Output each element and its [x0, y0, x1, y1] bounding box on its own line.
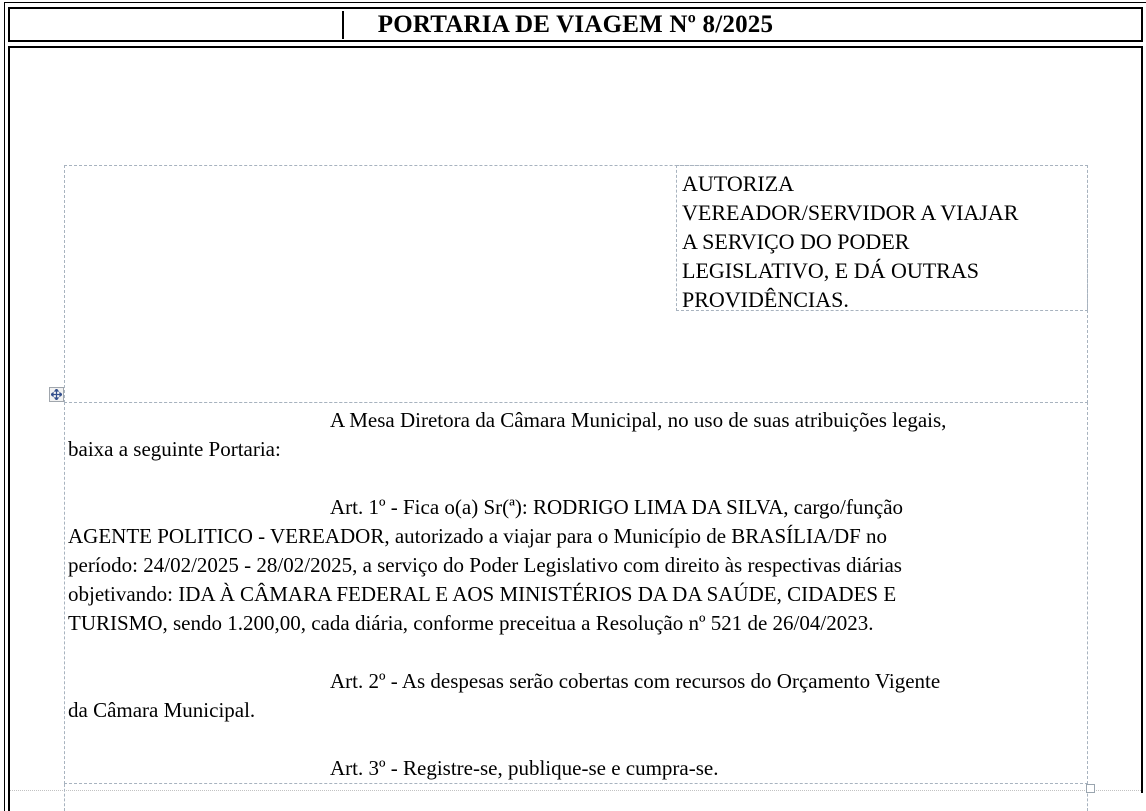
table-move-handle[interactable] [49, 387, 64, 402]
body-text-line: A Mesa Diretora da Câmara Municipal, no uso de suas atribuições legais, [330, 408, 947, 432]
caret-icon [342, 11, 344, 39]
body-text-line: TURISMO, sendo 1.200,00, cada diária, conforme preceitua a Resolução nº 521 de 26/04/2023. [68, 611, 874, 635]
page-border-left [4, 2, 5, 811]
document-title: PORTARIA DE VIAGEM Nº 8/2025 [377, 11, 774, 38]
body-text-line: baixa a seguinte Portaria: [68, 437, 281, 461]
body-blank-line [68, 725, 1084, 754]
body-text-line: Art. 2º - As despesas serão cobertas com recursos do Orçamento Vigente [330, 669, 941, 693]
ementa-cell[interactable] [676, 165, 1088, 311]
body-text-line: objetivando: IDA À CÂMARA FEDERAL E AOS MINISTÉRIOS DA DA SAÚDE, CIDADES E [68, 582, 897, 606]
body-text-area[interactable] [68, 406, 1084, 783]
ementa-line: LEGISLATIVO, E DÁ OUTRAS [682, 258, 979, 283]
page-border-top [4, 2, 1146, 3]
title-bar[interactable] [8, 7, 1143, 42]
body-text-line: período: 24/02/2025 - 28/02/2025, a serviço do Poder Legislativo com direito às respectivas diárias [68, 553, 902, 577]
body-blank-line [68, 638, 1084, 667]
body-text-line: Art. 1º - Fica o(a) Sr(ª): RODRIGO LIMA DA SILVA, cargo/função [330, 495, 904, 519]
ementa-line: PROVIDÊNCIAS. [682, 287, 849, 312]
move-cross-icon [51, 389, 62, 400]
body-table-next-row-left-boundary [64, 784, 65, 811]
table-resize-handle[interactable] [1086, 784, 1095, 793]
ementa-line: VEREADOR/SERVIDOR A VIAJAR [682, 200, 1019, 225]
body-blank-line [68, 464, 1084, 493]
body-text-line: da Câmara Municipal. [68, 698, 256, 722]
page-border-left-extension [8, 793, 10, 811]
body-text-line: AGENTE POLITICO - VEREADOR, autorizado a viajar para o Município de BRASÍLIA/DF no [68, 524, 888, 548]
text-boundary-bottom [10, 790, 1141, 791]
body-text-line: Art. 3º - Registre-se, publique-se e cumpra-se. [330, 756, 719, 780]
ementa-line: A SERVIÇO DO PODER [682, 229, 910, 254]
ementa-line: AUTORIZA [682, 171, 795, 196]
